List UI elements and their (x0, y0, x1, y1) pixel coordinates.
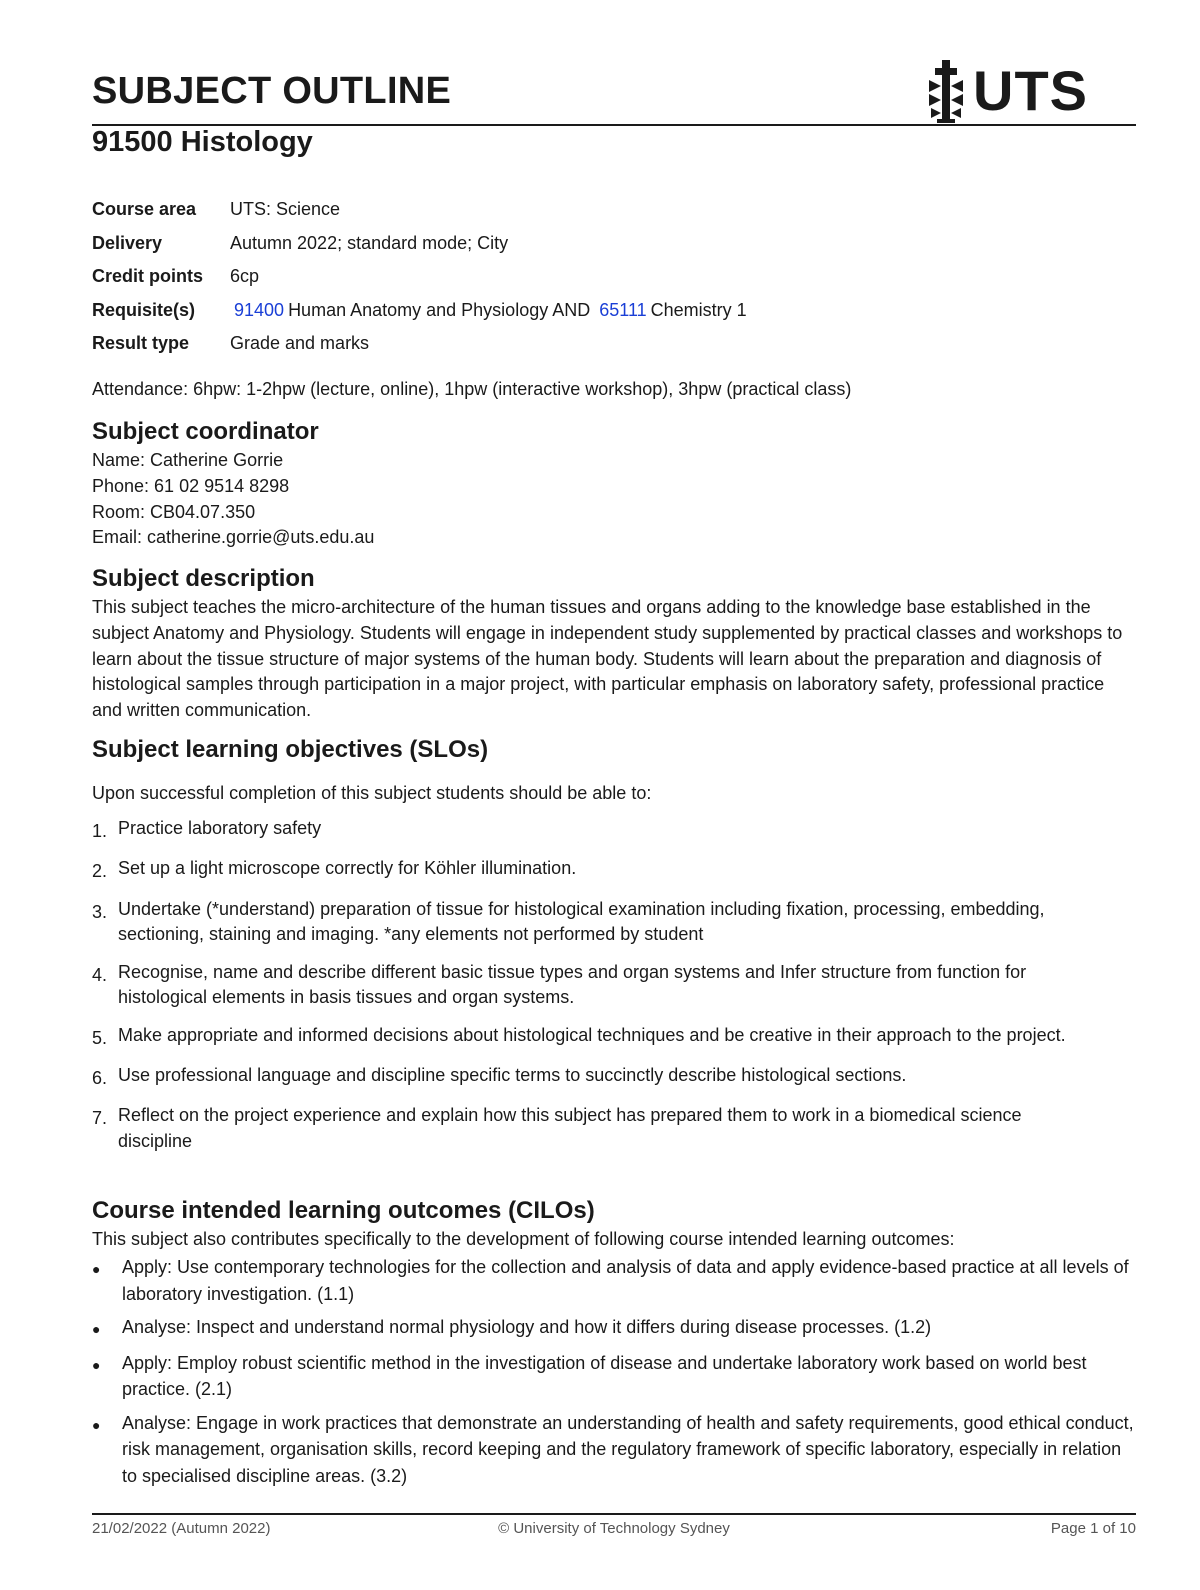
requisites-row (92, 294, 747, 328)
slo-text: Practice laboratory safety (118, 818, 322, 838)
description-text: This subject teaches the micro-architecture of the human tissues and organs adding to the knowledge base established in the subject Anatomy and Physiology. Students will engage in independent study supplemented by practical classes and workshops to learn about the tissue structure of major systems of the human body. Students will learn about the preparation and diagnosis of histological samples through participation in a major project, with particular emphasis on laboratory safety, professional practice and written communication. (92, 597, 1123, 721)
credit-points-label: Credit points (92, 266, 203, 287)
bullet-icon: ● (92, 1261, 101, 1277)
delivery-row (92, 227, 747, 261)
requisite-text-2: Chemistry 1 (650, 299, 747, 320)
slo-number: 6. (92, 1068, 108, 1089)
coordinator-email: Email: catherine.gorrie@uts.edu.au (92, 527, 375, 548)
bullet-icon: ● (92, 1356, 101, 1373)
course-area-label: Course area (92, 199, 197, 220)
slo-text: Use professional language and discipline specific terms to succinctly describe histological sections. (118, 1065, 907, 1086)
slo-text: Make appropriate and informed decisions about histological techniques and be creative in their approach to the project. (118, 1024, 1066, 1045)
slo-item (92, 816, 1136, 845)
slo-number: 2. (92, 861, 108, 882)
cilo-text: Analyse: Engage in work practices that demonstrate an understanding of health and safety requirements, good ethical conduct, risk management, organisation skills, record keeping and the regulatory framework of specific laboratory, especially in relation to specialised discipline areas. (3.2) (122, 1412, 1134, 1486)
footer-page-number: Page 1 of 10 (1050, 1520, 1136, 1537)
credit-points-value: 6cp (230, 266, 260, 287)
footer-copyright: © University of Technology Sydney (498, 1520, 730, 1537)
subject-title: 91500 Histology (92, 126, 313, 158)
coordinator-heading: Subject coordinator (92, 418, 319, 445)
footer-date: 21/02/2022 (Autumn 2022) (92, 1520, 271, 1537)
coordinator-details (92, 448, 374, 551)
document-title: SUBJECT OUTLINE (92, 70, 452, 112)
uts-logo (925, 58, 1088, 124)
requisite-link-65111[interactable]: 65111 (599, 299, 647, 320)
slo-text: Reflect on the project experience and explain how this subject has prepared them to work in a biomedical science discipline (118, 1105, 1022, 1152)
cilo-item (92, 1254, 1136, 1307)
slo-number: 3. (92, 901, 108, 922)
slo-item (92, 960, 1136, 1012)
cilo-text: Apply: Employ robust scientific method in the investigation of disease and undertake laboratory work based on world best practice. (2.1) (122, 1352, 1087, 1399)
coordinator-name: Name: Catherine Gorrie (92, 450, 284, 470)
credit-points-row (92, 260, 747, 294)
slo-number: 7. (92, 1108, 108, 1129)
slo-text: Set up a light microscope correctly for Köhler illumination. (118, 858, 577, 879)
delivery-label: Delivery (92, 232, 163, 253)
slo-item (92, 1023, 1136, 1052)
document-page (92, 0, 1136, 1590)
result-type-label: Result type (92, 333, 190, 354)
uts-logo-text: UTS (973, 59, 1088, 122)
cilo-item (92, 1410, 1136, 1490)
cilo-item (92, 1350, 1136, 1403)
slo-item (92, 897, 1136, 949)
bullet-icon: ● (92, 1321, 101, 1337)
slo-list (92, 816, 1136, 1166)
coordinator-phone: Phone: 61 02 9514 8298 (92, 475, 290, 496)
slo-intro: Upon successful completion of this subject students should be able to: (92, 783, 652, 803)
slo-text: Undertake (*understand) preparation of tissue for histological examination including fixation, processing, embedding, sectioning, staining and imaging. *any elements not performed by student (118, 898, 1045, 945)
slo-number: 5. (92, 1027, 108, 1048)
cilo-heading: Course intended learning outcomes (CILOs) (92, 1197, 595, 1224)
subject-details (92, 193, 747, 361)
bullet-icon: ● (92, 1416, 101, 1433)
slo-item (92, 856, 1136, 885)
course-area-value: UTS: Science (230, 199, 341, 220)
uts-crest-icon (925, 58, 967, 124)
cilo-item (92, 1314, 1136, 1343)
cilo-text: Analyse: Inspect and understand normal physiology and how it differs during disease processes. (1.2) (122, 1317, 932, 1337)
slo-item (92, 1063, 1136, 1092)
description-heading: Subject description (92, 565, 315, 592)
slo-number: 4. (92, 964, 108, 985)
requisites-label: Requisite(s) (92, 299, 196, 320)
cilo-text: Apply: Use contemporary technologies for the collection and analysis of data and apply evidence-based practice at all levels of laboratory investigation. (1.1) (122, 1257, 1129, 1304)
requisite-text-1: Human Anatomy and Physiology AND (288, 299, 591, 320)
attendance-text: Attendance: 6hpw: 1-2hpw (lecture, online), 1hpw (interactive workshop), 3hpw (practical class) (92, 379, 852, 399)
result-type-value: Grade and marks (230, 333, 370, 354)
delivery-value: Autumn 2022; standard mode; City (230, 232, 509, 253)
slo-text: Recognise, name and describe different basic tissue types and organ systems and Infer structure from function for histological elements in basis tissues and organ systems. (118, 961, 1027, 1008)
course-area-row (92, 193, 747, 227)
coordinator-room: Room: CB04.07.350 (92, 501, 256, 522)
cilo-intro: This subject also contributes specifically to the development of following course intended learning outcomes: (92, 1229, 955, 1249)
result-type-row (92, 327, 747, 361)
footer-divider (92, 1513, 1136, 1515)
slo-number: 1. (92, 821, 108, 841)
slo-heading: Subject learning objectives (SLOs) (92, 736, 489, 763)
slo-item (92, 1103, 1136, 1155)
cilo-list (92, 1254, 1136, 1496)
requisite-link-91400[interactable]: 91400 (234, 299, 285, 320)
